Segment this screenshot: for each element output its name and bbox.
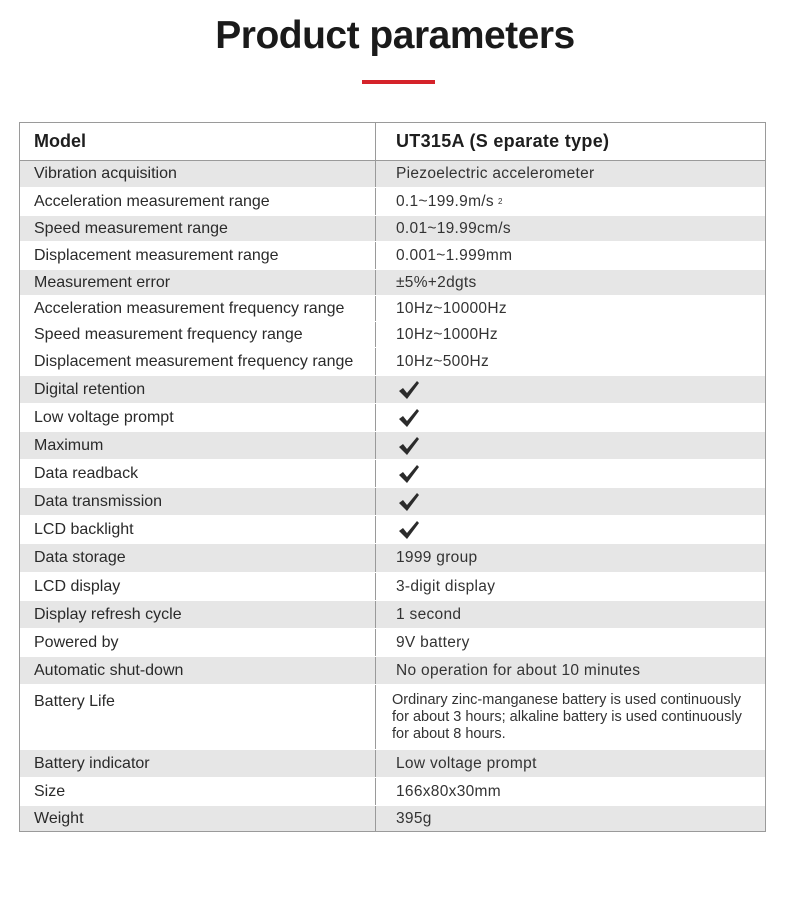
row-label: Display refresh cycle — [20, 601, 376, 628]
row-value: 10Hz~10000Hz — [396, 299, 507, 317]
row-label: Maximum — [20, 432, 376, 459]
row-value: 166x80x30mm — [396, 782, 501, 800]
table-row — [20, 216, 765, 242]
superscript: 2 — [497, 197, 503, 206]
row-value: 3-digit display — [396, 577, 496, 595]
row-value: 1999 group — [396, 549, 478, 566]
table-row — [20, 322, 765, 348]
row-label: Size — [20, 778, 376, 805]
row-label: Low voltage prompt — [20, 404, 376, 431]
row-label: Data storage — [20, 544, 376, 572]
checkmark-icon — [398, 436, 420, 456]
row-value — [376, 404, 765, 431]
row-value: ±5%+2dgts — [396, 273, 477, 291]
row-value: 10Hz~1000Hz — [396, 325, 498, 343]
row-label: Displacement measurement range — [20, 242, 376, 269]
row-label: Powered by — [20, 629, 376, 656]
checkmark-icon — [398, 380, 420, 400]
row-value: 10Hz~500Hz — [396, 352, 490, 370]
table-row — [20, 296, 765, 322]
row-value: 0.01~19.99cm/s — [396, 219, 511, 237]
table-row — [20, 348, 765, 376]
table-row — [20, 460, 765, 488]
page-title: Product parameters — [215, 14, 575, 57]
row-label: Data readback — [20, 460, 376, 487]
row-label: Acceleration measurement frequency range — [20, 296, 376, 321]
row-value: 395g — [396, 809, 432, 827]
table-row — [20, 404, 765, 432]
row-value — [376, 516, 765, 543]
table-row — [20, 601, 765, 629]
checkmark-icon — [398, 408, 420, 428]
table-row — [20, 376, 765, 404]
row-value: Piezoelectric accelerometer — [396, 165, 595, 182]
checkmark-icon — [398, 492, 420, 512]
row-label: Acceleration measurement range — [20, 188, 376, 215]
row-value-text: 0.1~199.9m/s — [396, 192, 494, 210]
row-label: Digital retention — [20, 376, 376, 403]
header-label: Model — [20, 123, 376, 160]
row-value: Ordinary zinc-manganese battery is used continuously for about 3 hours; alkaline battery is used continuously for about 8 hours. — [392, 691, 742, 742]
table-row — [20, 161, 765, 188]
table-row — [20, 806, 765, 831]
row-label: Speed measurement range — [20, 216, 376, 241]
row-label: Displacement measurement frequency range — [20, 348, 376, 375]
table-row — [20, 516, 765, 544]
table-row — [20, 188, 765, 216]
row-value: Low voltage prompt — [396, 754, 537, 772]
table-row — [20, 685, 765, 750]
row-value: 1 second — [396, 605, 462, 623]
table-row — [20, 270, 765, 296]
row-label: LCD display — [20, 573, 376, 600]
title-accent-bar — [362, 80, 435, 84]
row-value: 9V battery — [396, 633, 470, 651]
row-value — [376, 432, 765, 459]
table-row — [20, 242, 765, 270]
parameters-table — [19, 122, 766, 832]
table-row — [20, 657, 765, 685]
table-header-row — [20, 123, 765, 161]
row-value: No operation for about 10 minutes — [396, 661, 641, 679]
row-label: Measurement error — [20, 270, 376, 295]
row-label: Speed measurement frequency range — [20, 322, 376, 347]
table-row — [20, 432, 765, 460]
table-row — [20, 629, 765, 657]
row-value — [376, 488, 765, 515]
table-row — [20, 488, 765, 516]
header-value: UT315A (S eparate type) — [396, 131, 610, 151]
row-label: Weight — [20, 806, 376, 831]
table-row — [20, 778, 765, 806]
table-row — [20, 544, 765, 573]
row-label: Battery Life — [20, 685, 376, 749]
row-label: Vibration acquisition — [20, 161, 376, 187]
table-row — [20, 573, 765, 601]
row-label: Battery indicator — [20, 750, 376, 777]
checkmark-icon — [398, 520, 420, 540]
table-row — [20, 750, 765, 778]
row-label: Data transmission — [20, 488, 376, 515]
row-label: LCD backlight — [20, 516, 376, 543]
row-value: 0.001~1.999mm — [396, 246, 513, 264]
row-value — [376, 376, 765, 403]
checkmark-icon — [398, 464, 420, 484]
row-label: Automatic shut-down — [20, 657, 376, 684]
row-value — [376, 188, 765, 215]
row-value — [376, 460, 765, 487]
